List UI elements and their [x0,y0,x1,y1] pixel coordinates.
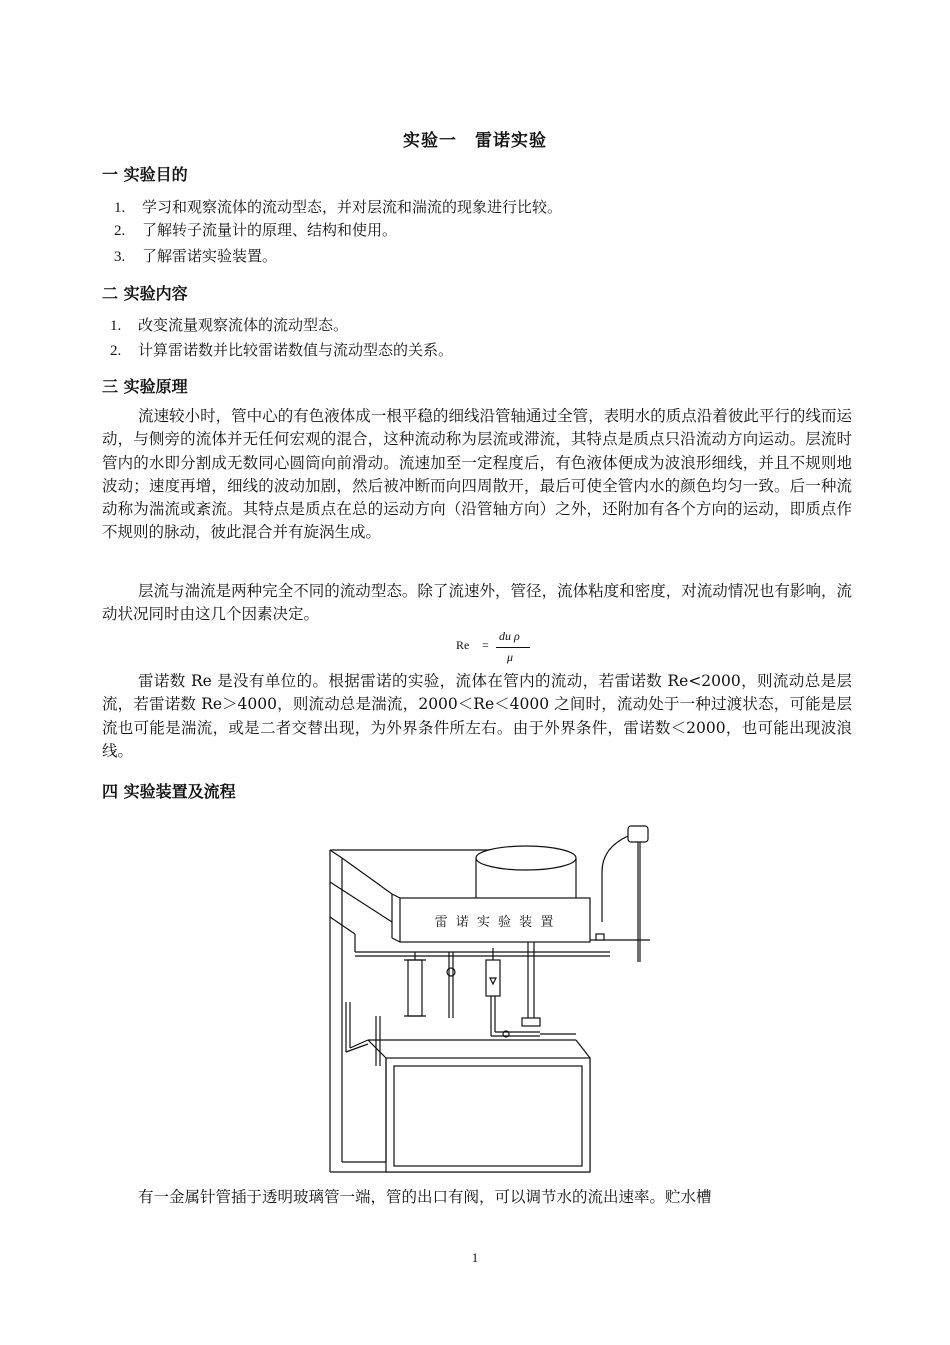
formula-equals: = [482,638,489,652]
paragraph: 流速较小时，管中心的有色液体成一根平稳的细线沿管轴通过全管，表明水的质点沿着彼此平行的线而运动，与侧旁的流体并无任何宏观的混合，这种流动称为层流或滞流，其特点是质点只沿流动方向运动。层流时管内的水即分割成无数同心圆筒向前滑动。流速加至一定程度后，有色液体便成为波浪形细线，并且不规则地波动；速度再增，细线的波动加剧，然后被冲断而向四周散开，最后可使全管内水的颜色均匀一致。后一种流动称为湍流或紊流。其特点是质点在总的运动方向（沿管轴方向）之外，还附加有各个方向的运动，即质点作不规则的脉动，彼此混合并有旋涡生成。 [102,407,852,542]
fraction-bar [496,647,530,648]
section-heading-principle: 三 实验原理 [102,377,188,396]
formula-numerator: du ρ [499,629,520,643]
paragraph: 层流与湍流是两种完全不同的流动型态。除了流速外，管径，流体粘度和密度，对流动情况也有影响，流动状况同时由这几个因素决定。 [102,582,852,624]
page-number: 1 [471,1250,479,1265]
paragraph: 雷诺数 Re 是没有单位的。根据雷诺的实验，流体在管内的流动，若雷诺数 Re<2000，则流动总是层流，若雷诺数 Re＞4000，则流动总是湍流，2000＜Re＜4000 之间时，流动处于一种过渡状态，可能是层流也可能是湍流，或是二者交替出现，为外界条件所左右。由于外界条件，雷诺数＜2000，也可能出现波浪线。 [102,672,852,760]
list-text: 了解转子流量计的原理、结构和使用。 [142,221,398,239]
reynolds-formula [456,628,546,668]
section-heading-apparatus: 四 实验装置及流程 [102,782,236,801]
section-heading-objectives: 一 实验目的 [102,165,188,184]
list-item [110,339,453,360]
formula-denominator: μ [507,650,514,664]
list-number: 2. [114,223,126,239]
list-text: 了解雷诺实验装置。 [142,247,278,265]
apparatus-label: 雷 诺 实 验 装 置 [434,915,556,930]
list-number: 2. [110,343,122,359]
page-title: 实验一 雷诺实验 [403,131,547,151]
list-number: 1. [110,318,122,334]
paragraph: 有一金属针管插于透明玻璃管一端，管的出口有阀，可以调节水的流出速率。贮水槽 [138,1188,712,1206]
list-text: 计算雷诺数并比较雷诺数值与流动型态的关系。 [138,341,454,359]
list-number: 1. [114,200,126,216]
list-item [114,245,277,266]
list-item [110,314,348,335]
list-item [114,219,397,240]
list-item [114,196,562,217]
section-heading-contents: 二 实验内容 [102,284,188,303]
reynolds-apparatus-diagram [320,822,655,1174]
list-text: 改变流量观察流体的流动型态。 [138,316,349,334]
formula-lhs: Re [456,638,470,652]
list-text: 学习和观察流体的流动型态，并对层流和湍流的现象进行比较。 [142,198,563,216]
list-number: 3. [114,249,126,265]
